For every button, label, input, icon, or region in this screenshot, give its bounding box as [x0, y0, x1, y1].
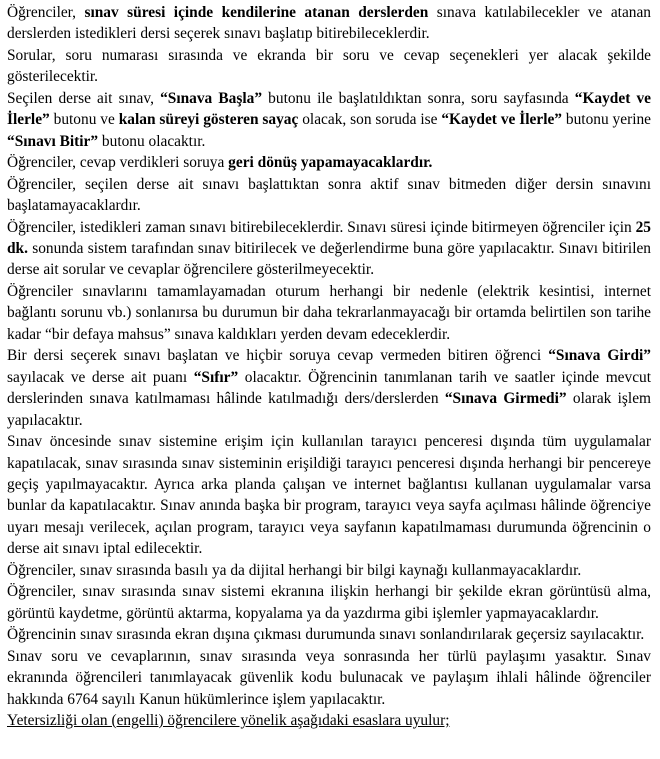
bold-text-run: kalan süreyi gösteren sayaç	[118, 111, 299, 129]
text-run: Sınav öncesinde sınav sistemine erişim için kullanılan tarayıcı penceresi dışında tüm uygulamalar kapatılacak, sınav sırasında sınav sisteminin erişildiği tarayıcı penceresi dışında herhangi bir pencereye geçiş yapılmayacaktır. Ayrıca arka planda çalışan ve internet bağlantısı kullanan uygulamalar varsa bunlar da kapatılacaktır. Sınav anında başka bir program, tarayıcı veya sayfa açılması hâlinde öğrenciye uyarı mesajı verilecek, açılan program, tarayıcı veya sayfanın kapatılmaması durumunda öğrencinin o derse ait sınavı iptal edilecektir.	[7, 433, 651, 558]
bold-text-run: geri dönüş yapamayacaklardır.	[228, 154, 433, 172]
text-run: Bir dersi seçerek sınavı başlatan ve hiçbir soruya cevap vermeden bitiren öğrenci	[7, 347, 549, 365]
paragraph	[7, 174, 651, 217]
bold-text-run: 25 dk.	[7, 218, 651, 257]
text-run: Öğrenciler, cevap verdikleri soruya	[7, 154, 229, 172]
text-run: Öğrenciler, istedikleri zaman sınavı bitirebileceklerdir. Sınavı süresi içinde bitirmeyen öğrenciler için	[7, 218, 636, 236]
bold-text-run: “Sıfır”	[193, 368, 239, 386]
paragraph	[7, 624, 651, 645]
paragraph	[7, 560, 651, 581]
text-run: butonu ile başlatıldıktan sonra, soru sayfasında	[262, 89, 575, 107]
paragraph	[7, 88, 651, 152]
text-run: sayılacak ve derse ait puanı	[7, 368, 194, 386]
bold-text-run: “Sınava Girdi”	[548, 347, 652, 365]
paragraph	[7, 581, 651, 624]
text-run: olarak işlem yapılacaktır.	[7, 390, 651, 429]
text-run: butonu yerine	[562, 111, 652, 129]
text-run: Öğrenciler, seçilen derse ait sınavı başlattıktan sonra aktif sınav bitmeden diğer dersin sınavını başlatamayacaklardır.	[7, 175, 651, 215]
text-run: Öğrenciler sınavlarını tamamlayamadan oturum herhangi bir nedenle (elektrik kesintisi, internet bağlantı sorunu vb.) sonlanırsa bu durumun bir daha tekrarlanmayacağı bir ortamda belirtilen son tarihe kadar “bir defaya mahsus” sınava kaldıkları yerden devam edeceklerdir.	[7, 282, 651, 343]
text-run: butonu olacaktır.	[98, 132, 206, 150]
bold-text-run: “Kaydet ve İlerle”	[441, 111, 562, 129]
bold-text-run: “Kaydet ve İlerle”	[7, 89, 651, 129]
paragraph	[7, 2, 651, 45]
underlined-text-run: Yetersizliği olan (engelli) öğrencilere yönelik aşağıdaki esaslara uyulur;	[7, 711, 450, 729]
text-run: Öğrenciler, sınav sırasında sınav sistemi ekranına ilişkin herhangi bir şekilde ekran görüntüsü alma, görüntü kaydetme, görüntü aktarma, kopyalama ya da yazdırma gibi işlemler yapmayacaklardır.	[7, 583, 651, 622]
paragraph	[7, 152, 651, 173]
text-run: Öğrenciler,	[7, 4, 85, 21]
text-run: Sınav soru ve cevaplarının, sınav sırasında veya sonrasında her türlü paylaşımı yasaktır. Sınav ekranında öğrencileri tanımlayacak güvenlik kodu bulunacak ve paylaşım ihlali hâlinde öğrenciler hakkında 6764 sayılı Kanun hükümlerince işlem yapılacaktır.	[7, 647, 651, 708]
paragraph	[7, 646, 651, 710]
paragraph	[7, 345, 651, 431]
text-run: Öğrenciler, sınav sırasında basılı ya da dijital herhangi bir bilgi kaynağı kullanmayacaklardır.	[7, 561, 582, 579]
text-run: Öğrencinin sınav sırasında ekran dışına çıkması durumunda sınavı sonlandırılarak geçersiz sayılacaktır.	[7, 626, 645, 644]
paragraph	[7, 281, 651, 345]
text-run: olacak, son soruda ise	[298, 111, 442, 129]
text-run: sonunda sistem tarafından sınav bitirilecek ve değerlendirme buna göre yapılacaktır. Sınavı bitirilen derse ait sorular ve cevaplar öğrencilere gösterilmeyecektir.	[7, 239, 651, 279]
text-run: Seçilen derse ait sınav,	[7, 89, 161, 107]
bold-text-run: “Sınavı Bitir”	[7, 132, 99, 150]
document-body	[7, 2, 651, 731]
paragraph	[7, 710, 651, 731]
bold-text-run: “Sınava Girmedi”	[444, 390, 567, 408]
paragraph	[7, 45, 651, 88]
paragraph	[7, 431, 651, 560]
text-run: sınava katılabilecekler ve atanan derslerden istedikleri dersi seçerek sınavı başlatıp bitirebileceklerdir.	[7, 4, 651, 43]
text-run: olacaktır. Öğrencinin tanımlanan tarih ve saatler içinde mevcut derslerinden sınava katılmaması hâlinde katılmadığı ders/derslerden	[7, 368, 651, 408]
text-run: Sorular, soru numarası sırasında ve ekranda bir soru ve cevap seçenekleri yer alacak şekilde gösterilecektir.	[7, 46, 651, 86]
bold-text-run: “Sınava Başla”	[160, 89, 263, 107]
paragraph	[7, 217, 651, 281]
bold-text-run: sınav süresi içinde kendilerine atanan derslerden	[84, 4, 429, 21]
text-run: butonu ve	[49, 111, 119, 129]
